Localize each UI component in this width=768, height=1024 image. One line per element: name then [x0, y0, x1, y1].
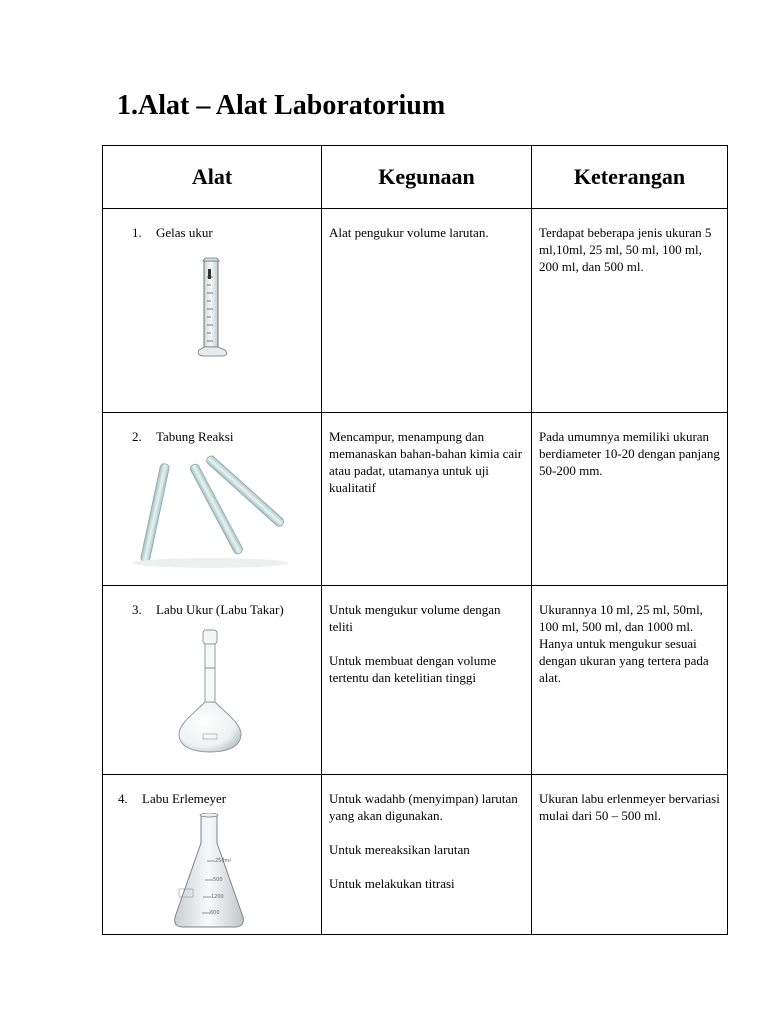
tool-name: Labu Ukur (Labu Takar) [156, 602, 284, 617]
keterangan-text: Ukurannya 10 ml, 25 ml, 50ml, 100 ml, 500 ml, dan 1000 ml. Hanya untuk mengukur sesuai dengan ukuran yang tertera pada alat. [539, 602, 709, 685]
flask-mark-label: 250ml [215, 858, 231, 864]
table-row [103, 413, 728, 586]
kegunaan-text: Mencampur, menampung dan memanaskan bahan-bahan kimia cair atau padat, utamanya untuk uji kualitatif [329, 429, 526, 495]
graduated-cylinder-image [103, 247, 320, 367]
keterangan-cell [532, 209, 728, 413]
keterangan-text: Pada umumnya memiliki ukuran berdiameter 10-20 dengan panjang 50-200 mm. [539, 429, 724, 478]
alat-cell [103, 775, 322, 935]
flask-mark-label: 500 [213, 877, 223, 883]
row-number: 3. [132, 602, 142, 617]
row-number: 2. [132, 429, 142, 444]
flask-mark-label: 600 [210, 910, 220, 916]
test-tubes-image [103, 451, 320, 571]
table-header-row [103, 146, 728, 209]
kegunaan-text: Untuk melakukan titrasi [329, 876, 455, 891]
keterangan-text: Ukuran labu erlenmeyer bervariasi mulai dari 50 – 500 ml. [539, 791, 724, 823]
tool-name: Tabung Reaksi [156, 429, 234, 444]
kegunaan-text: Untuk wadahb (menyimpan) larutan yang akan digunakan. [329, 791, 522, 823]
tool-name: Gelas ukur [156, 225, 213, 240]
kegunaan-cell [322, 413, 532, 586]
table-row [103, 775, 728, 935]
erlenmeyer-flask-image [103, 813, 320, 931]
kegunaan-text: Untuk membuat dengan volume tertentu dan ketelitian tinggi [329, 653, 500, 685]
kegunaan-cell [322, 209, 532, 413]
table-row [103, 209, 728, 413]
keterangan-cell [532, 586, 728, 775]
page-title: 1.Alat – Alat Laboratorium [117, 90, 446, 121]
tool-name: Labu Erlemeyer [142, 791, 227, 806]
keterangan-text: Terdapat beberapa jenis ukuran 5 ml,10ml, 25 ml, 50 ml, 100 ml, 200 ml, dan 500 ml. [539, 225, 715, 274]
header-kegunaan: Kegunaan [322, 146, 532, 209]
header-keterangan: Keterangan [532, 146, 728, 209]
flask-mark-label: 1200 [211, 894, 224, 900]
kegunaan-text: Untuk mengukur volume dengan teliti [329, 602, 504, 634]
volumetric-flask-image [103, 624, 320, 754]
keterangan-cell [532, 413, 728, 586]
kegunaan-text: Untuk mereaksikan larutan [329, 842, 470, 857]
header-alat: Alat [103, 146, 322, 209]
table-row [103, 586, 728, 775]
lab-equipment-table [102, 145, 728, 935]
row-number: 1. [132, 225, 142, 240]
kegunaan-text: Alat pengukur volume larutan. [329, 225, 489, 240]
row-number: 4. [118, 791, 128, 806]
alat-cell [103, 413, 322, 586]
kegunaan-cell [322, 775, 532, 935]
keterangan-cell [532, 775, 728, 935]
alat-cell [103, 209, 322, 413]
alat-cell [103, 586, 322, 775]
kegunaan-cell [322, 586, 532, 775]
